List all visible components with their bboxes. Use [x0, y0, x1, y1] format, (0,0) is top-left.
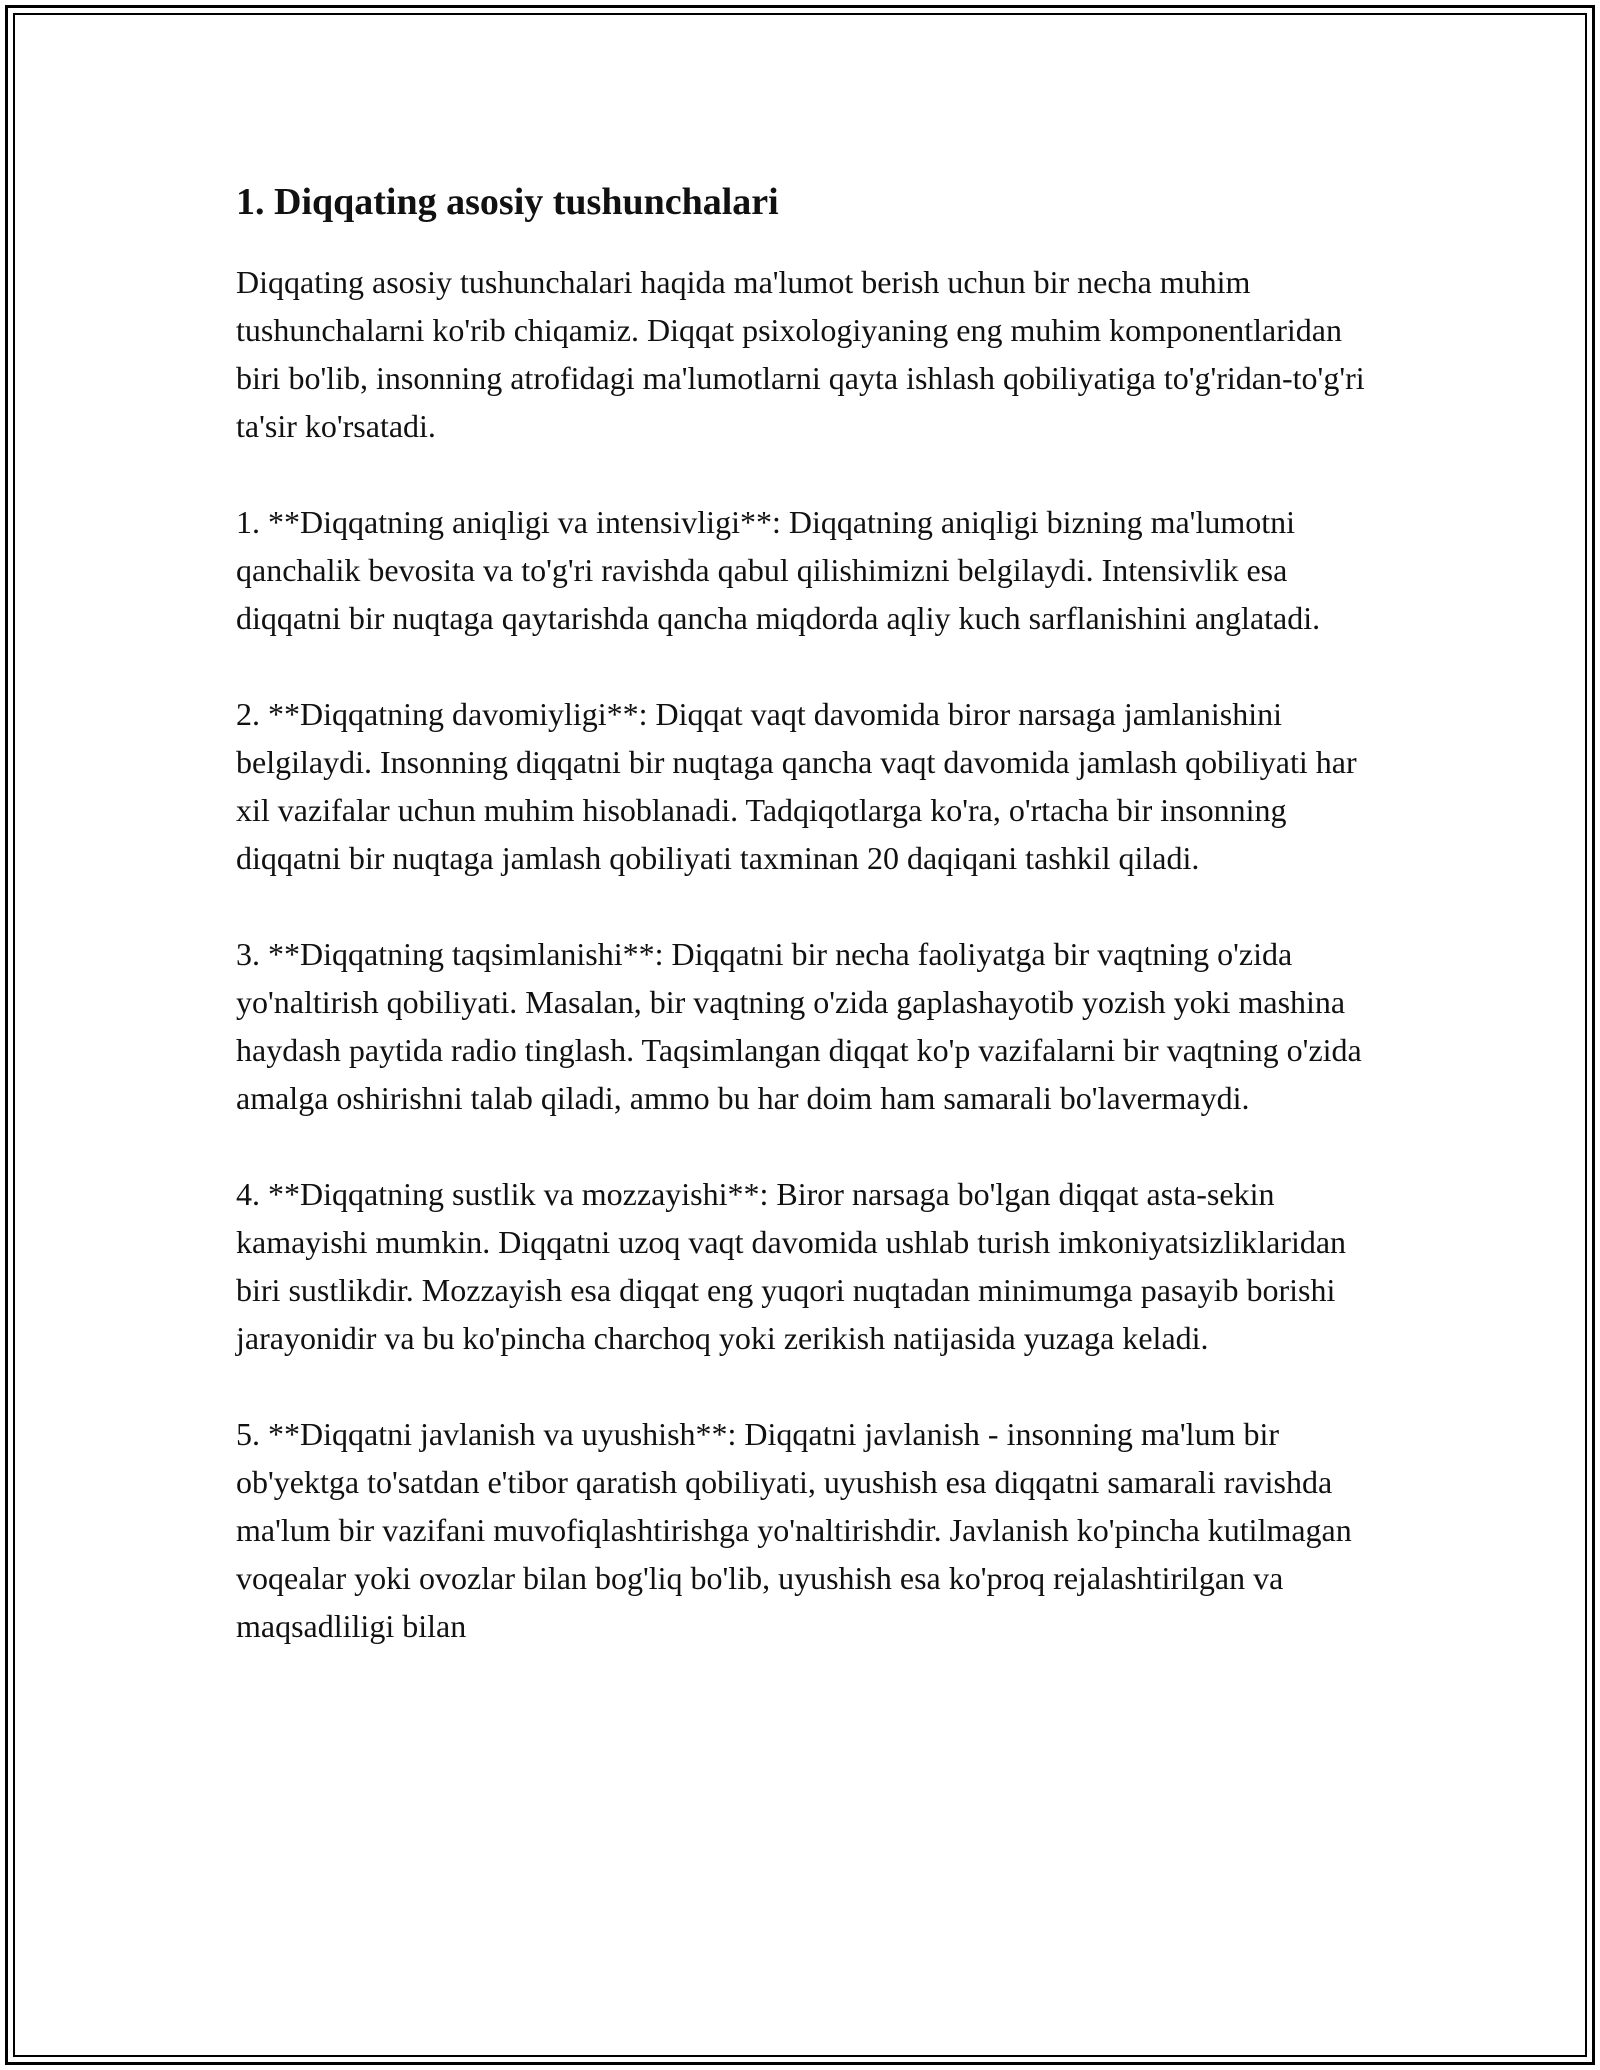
paragraph-item-1: 1. **Diqqatning aniqligi va intensivligi**: Diqqatning aniqligi bizning ma'lumotni qanchalik bevosita va to'g'ri ravishda qabul qilishimizni belgilaydi. Intensivlik esa diqqatni bir nuqtaga qaytarishda qancha miqdorda aqliy kuch sarflanishini anglatadi.: [236, 503, 1321, 636]
paragraph-item-5: 5. **Diqqatni javlanish va uyushish**: Diqqatni javlanish - insonning ma'lum bir ob'yektga to'satdan e'tibor qaratish qobiliyati, uyushish esa diqqatni samarali ravishda ma'lum bir vazifani muvofiqlashtirishga yo'naltirishdir. Javlanish ko'pincha kutilmagan voqealar yoki ovozlar bilan bog'liq bo'lib, uyushish esa ko'proq rejalashtirilgan va maqsadliligi bilan: [236, 1415, 1352, 1644]
paragraph-intro: Diqqating asosiy tushunchalari haqida ma'lumot berish uchun bir necha muhim tushunchalarni ko'rib chiqamiz. Diqqat psixologiyaning eng muhim komponentlaridan biri bo'lib, insonning atrofidagi ma'lumotlarni qayta ishlash qobiliyatiga to'g'ridan-to'g'ri ta'sir ko'rsatadi.: [236, 263, 1365, 444]
section-heading: 1. Diqqating asosiy tushunchalari: [236, 181, 779, 223]
document-body: [236, 180, 1366, 1698]
paragraph-item-4: 4. **Diqqatning sustlik va mozzayishi**: Biror narsaga bo'lgan diqqat asta-sekin kamayishi mumkin. Diqqatni uzoq vaqt davomida ushlab turish imkoniyatsizliklaridan biri sustlikdir. Mozzayish esa diqqat eng yuqori nuqtadan minimumga pasayib borishi jarayonidir va bu ko'pincha charchoq yoki zerikish natijasida yuzaga keladi.: [236, 1175, 1347, 1356]
paragraph-item-3: 3. **Diqqatning taqsimlanishi**: Diqqatni bir necha faoliyatga bir vaqtning o'zida yo'naltirish qobiliyati. Masalan, bir vaqtning o'zida gaplashayotib yozish yoki mashina haydash paytida radio tinglash. Taqsimlangan diqqat ko'p vazifalarni bir vaqtning o'zida amalga oshirishni talab qiladi, ammo bu har doim ham samarali bo'lavermaydi.: [236, 935, 1362, 1116]
paragraph-item-2: 2. **Diqqatning davomiyligi**: Diqqat vaqt davomida biror narsaga jamlanishini belgilaydi. Insonning diqqatni bir nuqtaga qancha vaqt davomida jamlash qobiliyati har xil vazifalar uchun muhim hisoblanadi. Tadqiqotlarga ko'ra, o'rtacha bir insonning diqqatni bir nuqtaga jamlash qobiliyati taxminan 20 daqiqani tashkil qiladi.: [236, 695, 1357, 876]
